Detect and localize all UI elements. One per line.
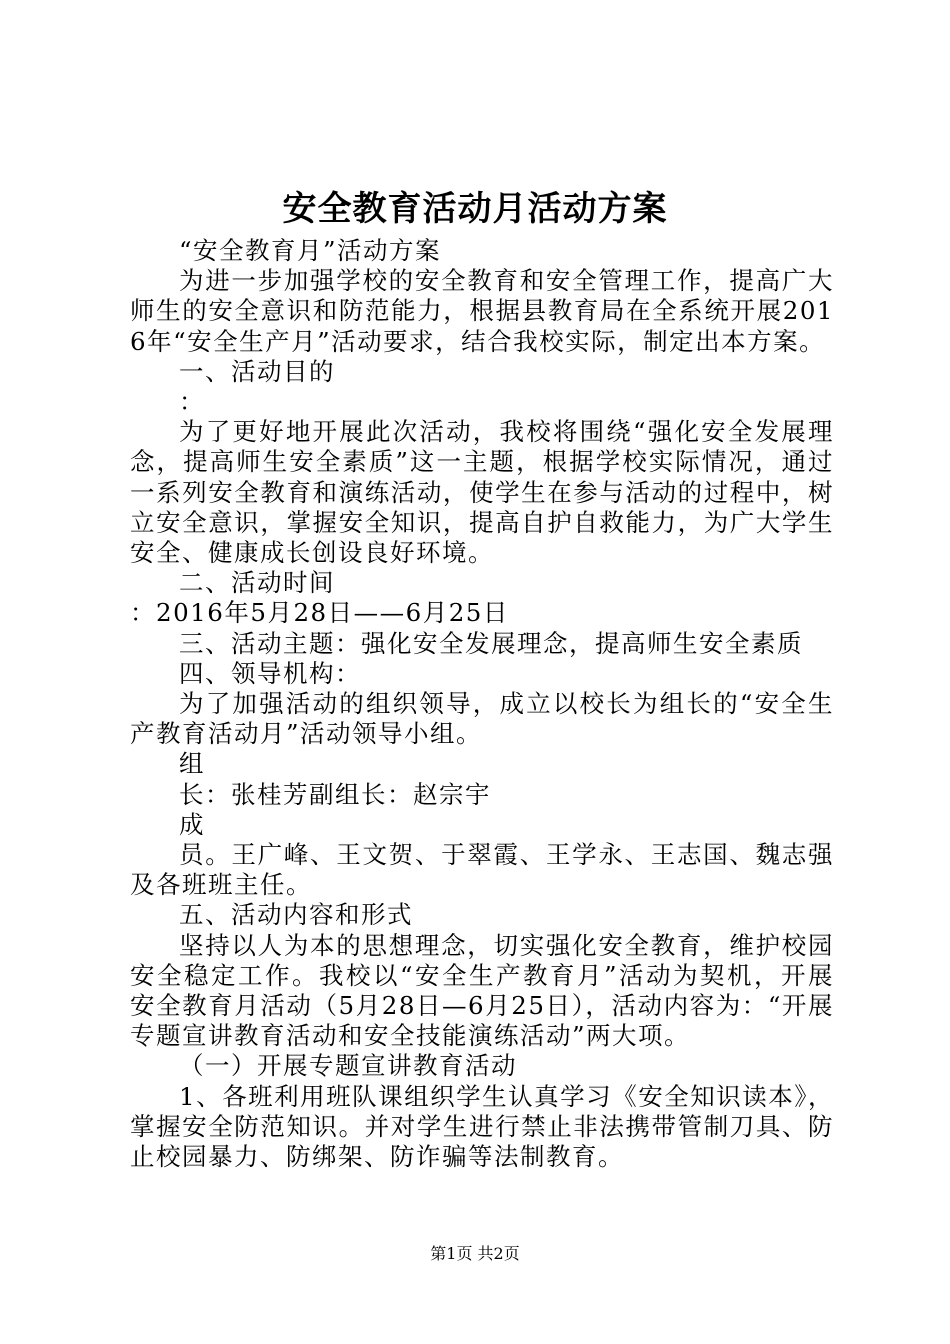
paragraph-content: 坚持以人为本的思想理念，切实强化安全教育，维护校园安全稳定工作。我校以“安全生产教育月”活动为契机，开展安全教育月活动（5月28日—6月25日），活动内容为：“开展专题宣讲教育活动和安全技能演练活动”两大项。 (130, 930, 834, 1051)
paragraph-member-char: 成 (179, 809, 205, 839)
paragraph-purpose: 为了更好地开展此次活动，我校将围绕“强化安全发展理念，提高师生安全素质”这一主题，根据学校实际情况，通过一系列安全教育和演练活动，使学生在参与活动的过程中，树立安全意识，掌握安全知识，提高自护自救能力，为广大学生安全、健康成长创设良好环境。 (130, 417, 834, 568)
heading-time: 二、活动时间 (179, 568, 335, 598)
paragraph-group-char: 组 (179, 749, 205, 779)
page-footer: 第1页 共2页 (430, 1244, 520, 1263)
heading-purpose: 一、活动目的 (179, 356, 335, 386)
paragraph-intro: 为进一步加强学校的安全教育和安全管理工作，提高广大师生的安全意识和防范能力，根据县教育局在全系统开展2016年“安全生产月”活动要求，结合我校实际，制定出本方案。 (130, 266, 834, 356)
heading-sub-one: （一）开展专题宣讲教育活动 (179, 1051, 517, 1081)
paragraph-leadership: 为了加强活动的组织领导，成立以校长为组长的“安全生产教育活动月”活动领导小组。 (130, 689, 834, 749)
paragraph-subtitle: “安全教育月”活动方案 (179, 236, 442, 265)
paragraph-colon: ： (179, 387, 205, 417)
heading-content: 五、活动内容和形式 (179, 900, 413, 930)
heading-theme: 三、活动主题：强化安全发展理念，提高师生安全素质 (179, 628, 803, 658)
paragraph-group-leader: 长：张桂芳副组长：赵宗宇 (179, 779, 491, 809)
paragraph-time: ：2016年5月28日——6月25日 (130, 598, 509, 628)
paragraph-item-one: 1、各班利用班队课组织学生认真学习《安全知识读本》，掌握安全防范知识。并对学生进行禁止非法携带管制刀具、防止校园暴力、防绑架、防诈骗等法制教育。 (130, 1081, 834, 1172)
paragraph-members: 员。王广峰、王文贺、于翠霞、王学永、王志国、魏志强及各班班主任。 (130, 840, 834, 900)
heading-leadership: 四、领导机构： (179, 658, 361, 688)
document-body (130, 236, 834, 1172)
document-title: 安全教育活动月活动方案 (282, 189, 668, 229)
